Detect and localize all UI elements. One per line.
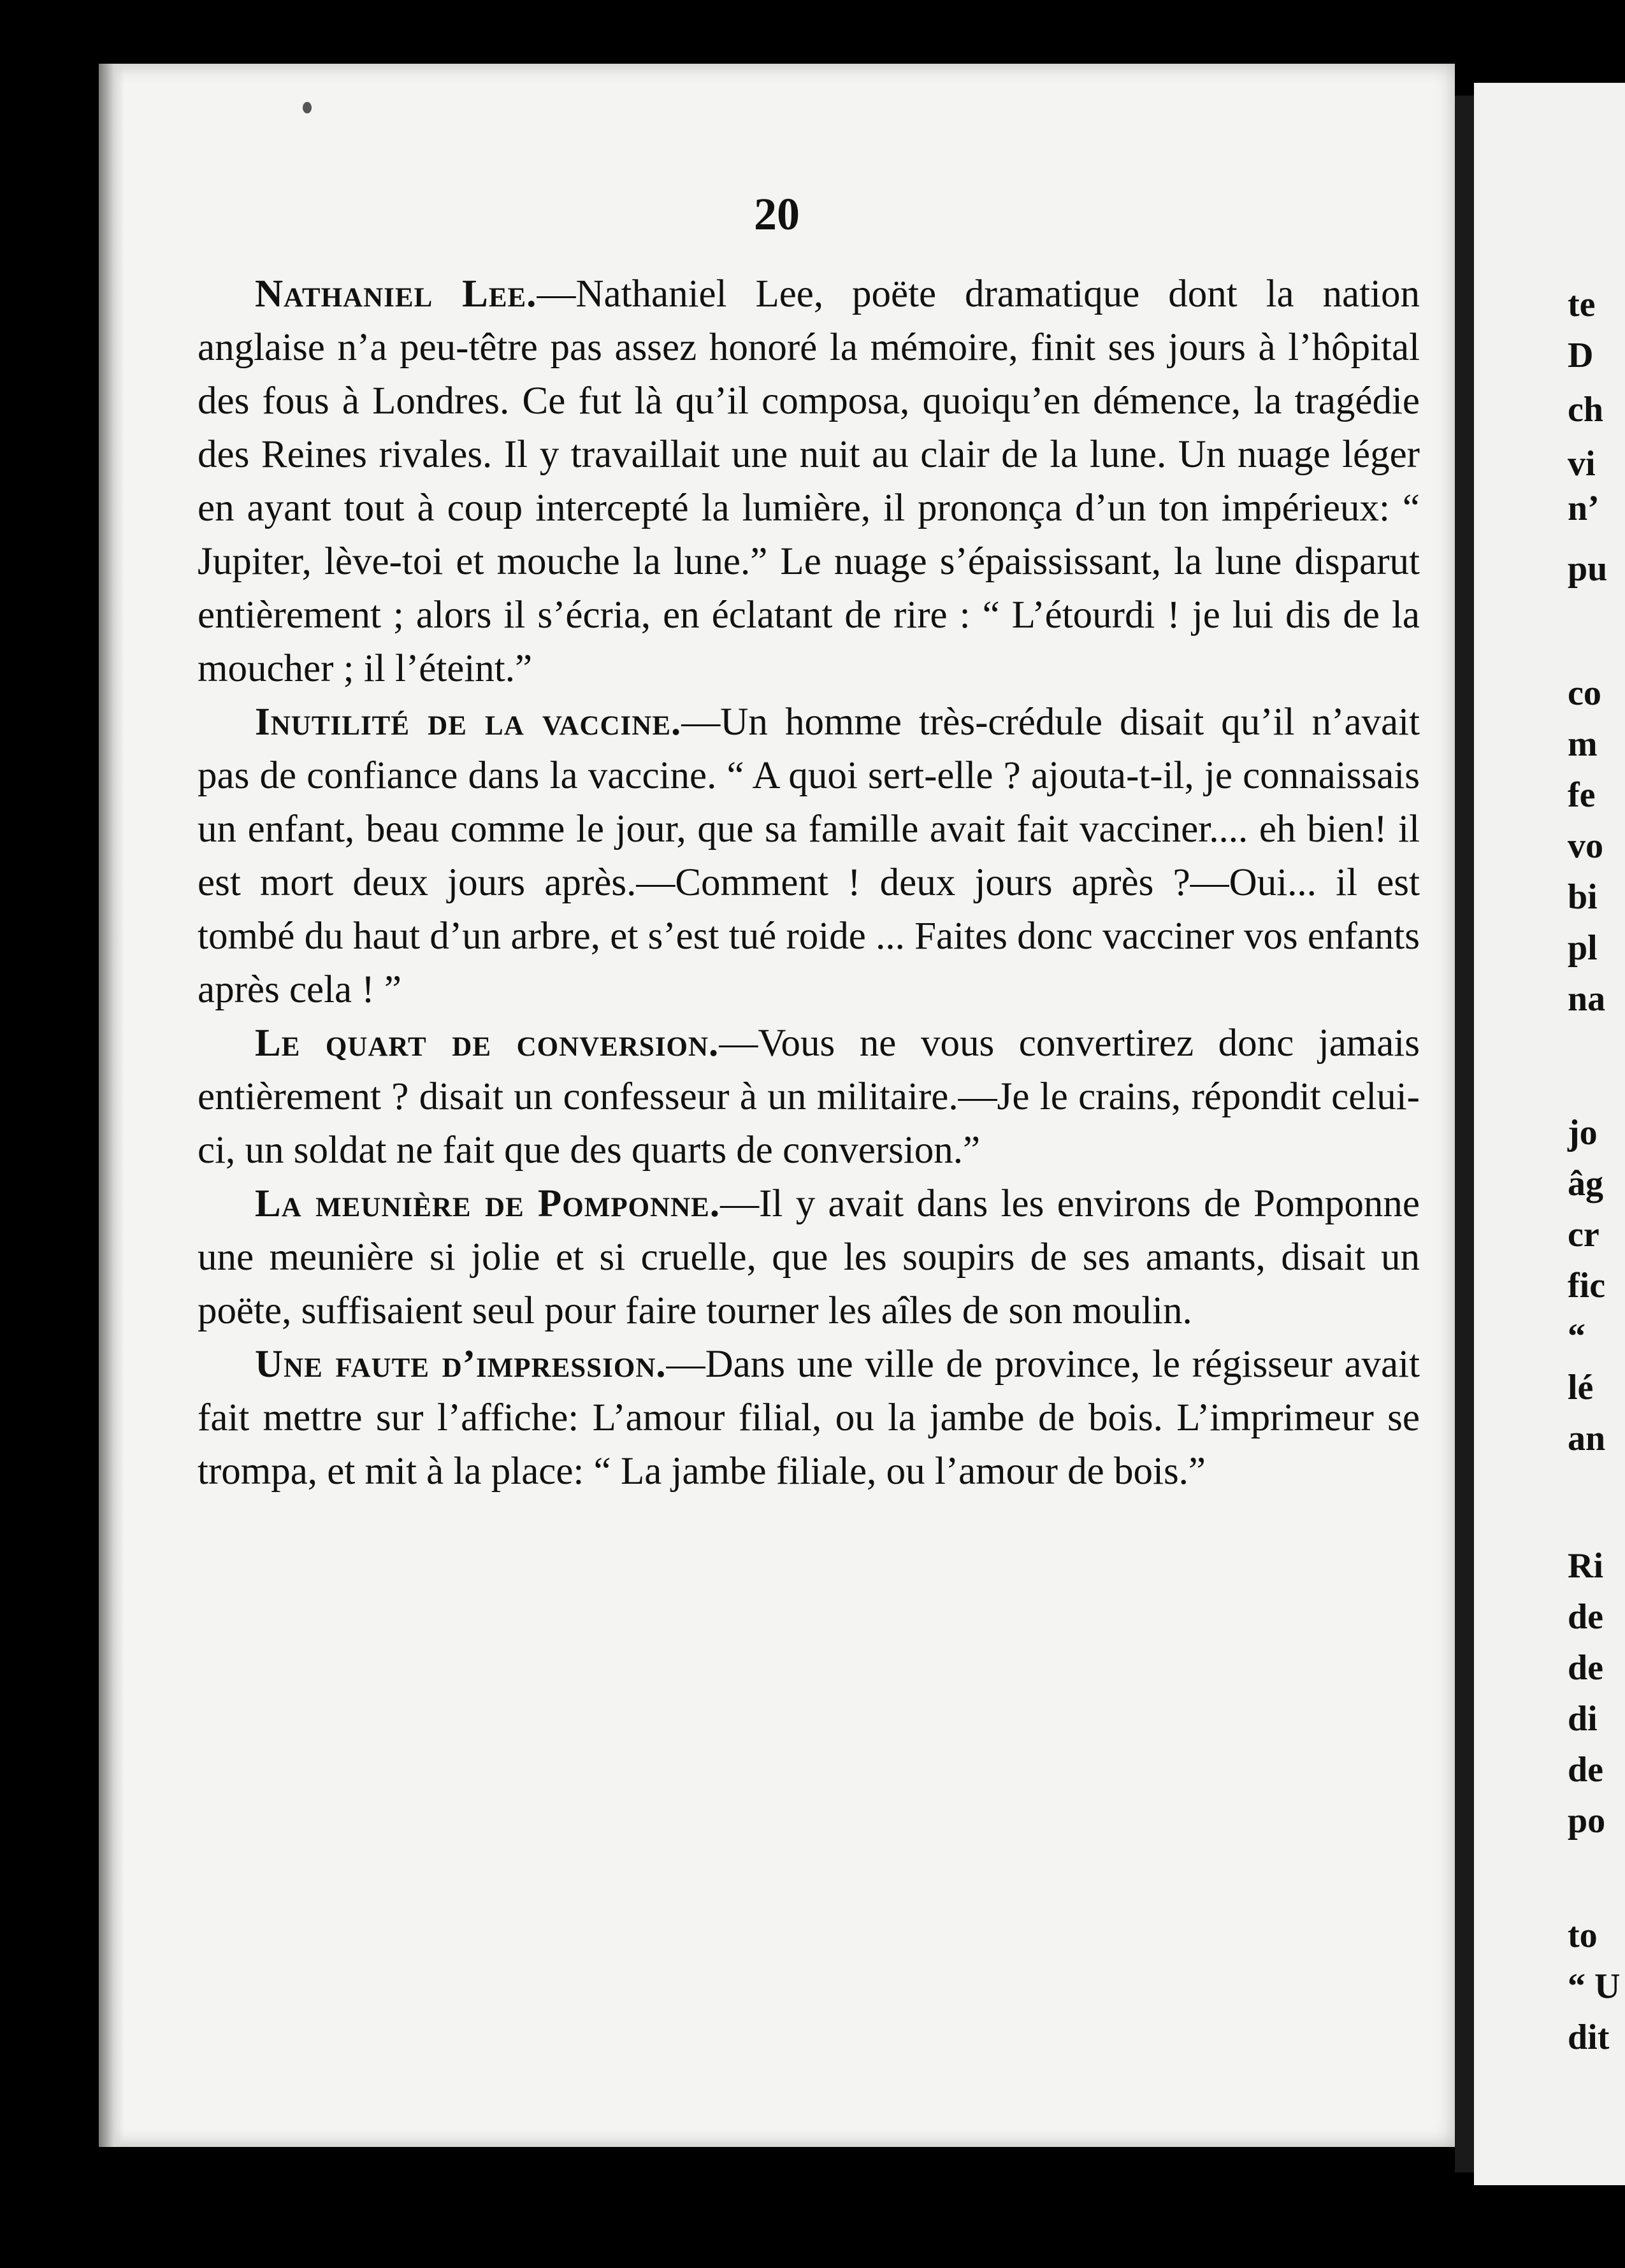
- next-page-fragment: dit: [1568, 2018, 1610, 2057]
- next-page-fragment: to: [1568, 1916, 1598, 1955]
- next-page-fragment: vo: [1568, 826, 1603, 866]
- anecdote-title: La meunière de Pomponne.: [255, 1182, 721, 1225]
- next-page-fragment: vi: [1568, 444, 1596, 484]
- anecdote-text: —Vous ne vous convertirez donc jamais entièrement ? disait un confesseur à un militaire.—Je le crains, répondit celui-ci, un soldat ne fait que des quarts de conversion.”: [198, 1022, 1420, 1172]
- next-page-fragment: m: [1568, 724, 1598, 764]
- next-page-fragment: na: [1568, 979, 1606, 1019]
- next-page-fragment: de: [1568, 1597, 1603, 1637]
- book-gutter: [1455, 96, 1474, 2172]
- next-page-fragment: âg: [1568, 1164, 1603, 1203]
- page-body: [198, 268, 1420, 1498]
- next-page-fragment: po: [1568, 1801, 1606, 1841]
- anecdote-vaccine: [198, 696, 1420, 1017]
- next-page-fragment: “ U: [1568, 1967, 1621, 2006]
- next-page-fragment: an: [1568, 1419, 1606, 1458]
- next-page-fragment: te: [1568, 285, 1596, 324]
- anecdote-title: Une faute d’impression.: [255, 1343, 667, 1386]
- anecdote-title: Le quart de conversion.: [255, 1022, 719, 1065]
- anecdote-text: —Nathaniel Lee, poëte dramatique dont la nation anglaise n’a peu-têtre pas assez honoré la mémoire, finit ses jours à l’hôpital des fous à Londres. Ce fut là qu’il composa, quoiqu’en démence, la tragédie des Reines rivales. Il y travaillait une nuit au clair de la lune. Un nuage léger en ayant tout à coup intercepté la lumière, il prononça d’un ton impérieux: “ Jupiter, lève-toi et mouche la lune.” Le nuage s’épaississant, la lune disparut entièrement ; alors il s’écria, en éclatant de rire : “ L’étourdi ! je lui dis de la moucher ; il l’éteint.”: [198, 273, 1420, 690]
- anecdote-title: Inutilité de la vaccine.: [255, 701, 682, 743]
- anecdote-text: —Un homme très-crédule disait qu’il n’avait pas de confiance dans la vaccine. “ A quoi sert-elle ? ajouta-t-il, je connaissais un enfant, beau comme le jour, que sa famille avait fait vacciner.... eh bien! il est mort deux jours après.—Comment ! deux jours après ?—Oui... il est tombé du haut d’un arbre, et s’est tué roide ... Faites donc vacciner vos enfants après cela ! ”: [198, 701, 1420, 1011]
- next-page-fragment: bi: [1568, 877, 1598, 917]
- print-speck: [303, 102, 312, 113]
- next-page-fragment: co: [1568, 673, 1601, 713]
- next-page-fragment: fic: [1568, 1266, 1606, 1305]
- next-page-fragment: lé: [1568, 1368, 1594, 1407]
- anecdote-nathaniel-lee: [198, 268, 1420, 696]
- anecdote-title: Nathaniel Lee.: [255, 273, 537, 315]
- next-page-fragment: cr: [1568, 1215, 1600, 1254]
- next-page-fragment: pl: [1568, 928, 1598, 968]
- anecdote-quart-conversion: [198, 1017, 1420, 1177]
- next-page-fragment: jo: [1568, 1113, 1598, 1152]
- anecdote-meuniere: [198, 1177, 1420, 1338]
- next-page-fragment: ch: [1568, 390, 1603, 429]
- left-page: [99, 64, 1455, 2147]
- anecdote-faute-impression: [198, 1338, 1420, 1498]
- next-page-fragment: Ri: [1568, 1546, 1603, 1586]
- next-page-fragment: pu: [1568, 549, 1608, 589]
- next-page-fragment: n’: [1568, 489, 1600, 528]
- next-page-fragment: fe: [1568, 775, 1596, 815]
- anecdote-text: —Dans une ville de province, le régisseur avait fait mettre sur l’affiche: L’amour filial, ou la jambe de bois. L’imprimeur se trompa, et mit à la place: “ La jambe filiale, ou l’amour de bois.”: [198, 1343, 1420, 1493]
- next-page-fragment: de: [1568, 1750, 1603, 1790]
- next-page-fragment: di: [1568, 1699, 1598, 1739]
- page-edge-shadow: [99, 64, 124, 2147]
- anecdote-text: —Il y avait dans les environs de Pomponne une meunière si jolie et si cruelle, que les soupirs de ses amants, disait un poëte, suffisaient seul pour faire tourner les aîles de son moulin.: [198, 1182, 1420, 1332]
- next-page-fragment: D: [1568, 336, 1594, 375]
- page-number: 20: [754, 189, 800, 240]
- next-page-fragment: de: [1568, 1648, 1603, 1688]
- next-page-fragment: “: [1568, 1317, 1585, 1356]
